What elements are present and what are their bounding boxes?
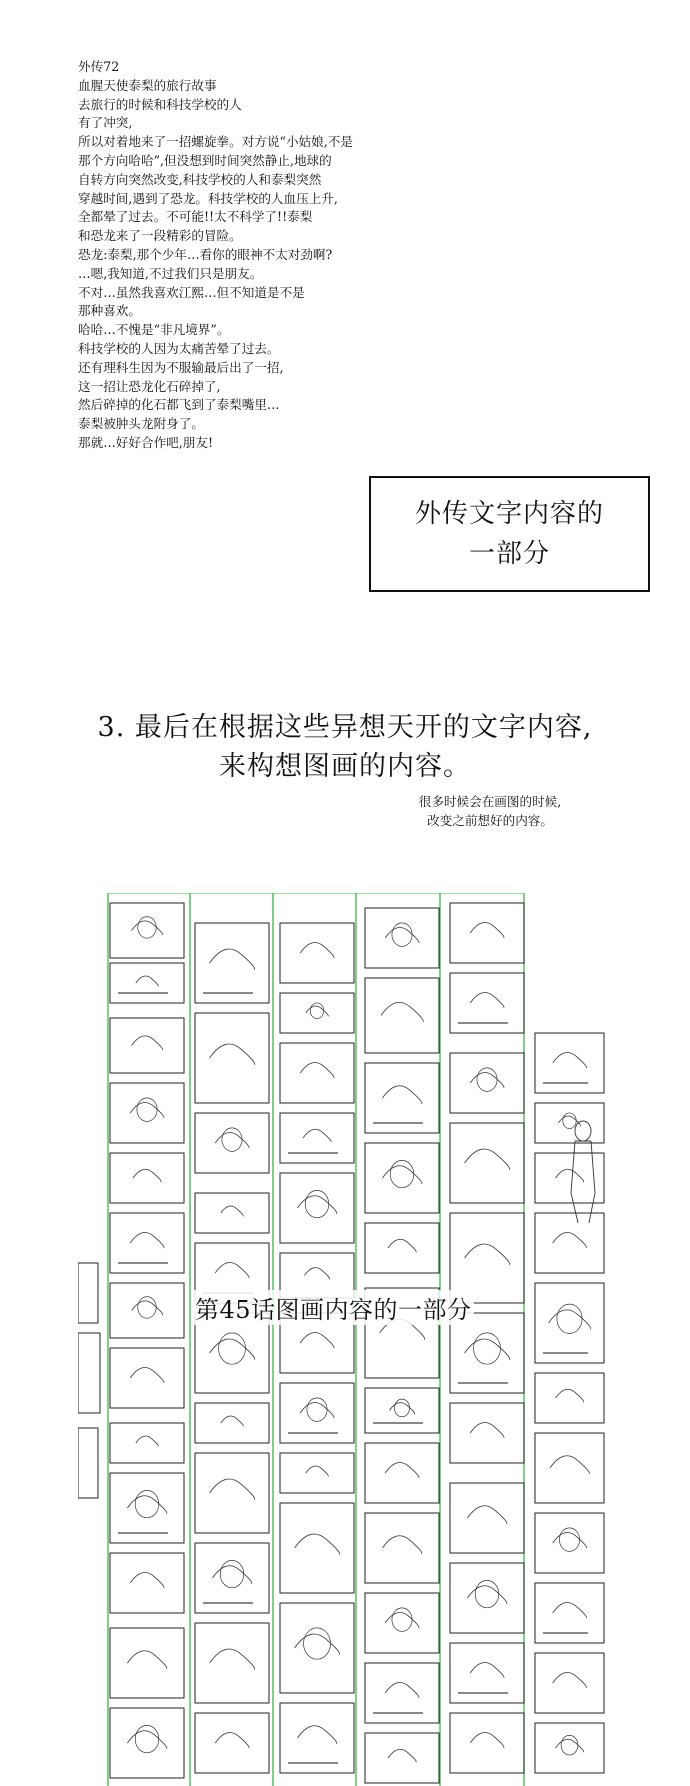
panel-sketch xyxy=(300,1063,334,1079)
storyboard-panel xyxy=(110,1553,184,1613)
panel-sketch-head xyxy=(138,917,156,939)
storyboard-panel xyxy=(365,1443,439,1503)
panel-sketch xyxy=(470,1423,504,1439)
panel-sketch xyxy=(465,1244,510,1265)
storyboard-panel xyxy=(365,978,439,1053)
story-line: 还有理科生因为不服输最后出了一招, xyxy=(78,359,284,375)
panel-sketch xyxy=(467,1506,506,1524)
storyboard-caption: 第45话图画内容的一部分 xyxy=(193,1290,474,1325)
panel-sketch xyxy=(382,1086,421,1104)
story-line: 自转方向突然改变,科技学校的人和泰梨突然 xyxy=(78,171,322,187)
panel-sketch xyxy=(470,1073,504,1089)
panel-sketch xyxy=(136,976,159,986)
panel-sketch xyxy=(382,1166,421,1184)
panel-sketch-head xyxy=(475,1580,499,1607)
callout-line: 一部分 xyxy=(468,539,550,569)
storyboard-panel xyxy=(195,923,269,1003)
storyboard-panel xyxy=(280,993,354,1033)
panel-sketch-head xyxy=(305,1190,329,1217)
panel-sketch-head xyxy=(135,1490,159,1517)
storyboard-svg xyxy=(78,893,608,1786)
storyboard-panel xyxy=(365,908,439,968)
panel-sketch xyxy=(553,1673,587,1689)
storyboard-panel xyxy=(78,1333,100,1413)
panel-sketch xyxy=(556,1169,584,1182)
panel-sketch xyxy=(132,1036,163,1050)
panel-sketch xyxy=(303,1129,331,1142)
storyboard-sketch xyxy=(78,893,608,1786)
story-line: 所以对着地来了一招螺旋拳。对方说“小姑娘,不是 xyxy=(78,134,353,150)
panel-sketch xyxy=(470,993,504,1009)
panel-sketch xyxy=(210,949,255,970)
story-line: 科技学校的人因为太痛苦晕了过去。 xyxy=(78,340,280,356)
storyboard-panel xyxy=(195,1193,269,1233)
panel-sketch xyxy=(297,1726,336,1744)
panel-sketch xyxy=(295,1634,340,1655)
note-line: 很多时候会在画图的时候, xyxy=(418,794,562,809)
story-line: 不对…虽然我喜欢江熙…但不知道是不是 xyxy=(78,284,305,300)
panel-sketch xyxy=(556,1739,584,1752)
storyboard-panel xyxy=(280,1043,354,1103)
panel-sketch xyxy=(300,1333,334,1349)
storyboard-panel xyxy=(110,1628,184,1698)
story-line: 去旅行的时候和科技学校的人 xyxy=(78,96,242,112)
storyboard-panel xyxy=(365,1593,439,1653)
panel-sketch xyxy=(385,1613,419,1629)
story-line: 穿越时间,遇到了恐龙。科技学校的人血压上升, xyxy=(78,190,338,206)
storyboard-panel xyxy=(535,1653,604,1713)
storyboard-panel xyxy=(110,1083,184,1143)
panel-sketch-head xyxy=(222,1128,242,1152)
storyboard-panel xyxy=(535,1213,604,1273)
panel-sketch-head xyxy=(219,1333,246,1364)
storyboard-panel xyxy=(78,1428,98,1498)
panel-sketch xyxy=(210,1339,255,1360)
step3-heading-line2: 来构想图画的内容。 xyxy=(219,751,471,782)
storyboard-panel xyxy=(195,1313,269,1393)
panel-sketch xyxy=(550,1456,589,1474)
panel-sketch xyxy=(382,1536,421,1554)
storyboard-panel xyxy=(535,1283,604,1363)
panel-sketch xyxy=(388,1749,416,1762)
panel-sketch xyxy=(210,1649,255,1670)
panel-sketch xyxy=(127,1651,166,1669)
panel-sketch xyxy=(465,1339,510,1360)
panel-sketch xyxy=(556,1389,584,1402)
story-line: 泰梨被肿头龙附身了。 xyxy=(78,416,204,432)
panel-sketch xyxy=(389,1403,414,1415)
panel-sketch xyxy=(385,1463,419,1479)
story-line: …嗯,我知道,不过我们只是朋友。 xyxy=(78,265,263,281)
storyboard-panel xyxy=(280,923,354,983)
storyboard-panel xyxy=(450,903,524,963)
storyboard-panel xyxy=(195,1113,269,1173)
panel-sketch-head xyxy=(394,1399,409,1417)
panel-sketch xyxy=(385,1683,419,1699)
panel-sketch xyxy=(300,1403,334,1419)
panel-sketch-head xyxy=(390,1160,414,1187)
panel-sketch-head xyxy=(135,1725,159,1752)
panel-sketch-head xyxy=(392,1608,412,1632)
storyboard-panel xyxy=(280,1173,354,1243)
note-line: 改变之前想好的内容。 xyxy=(427,813,553,828)
sketch-figure-head xyxy=(575,1121,591,1141)
panel-sketch xyxy=(470,923,504,939)
storyboard-panel xyxy=(195,1403,269,1443)
panel-sketch xyxy=(470,1663,504,1679)
panel-sketch xyxy=(385,928,419,944)
storyboard-panel xyxy=(365,1388,439,1433)
storyboard-panel xyxy=(535,1373,604,1423)
storyboard-panel xyxy=(280,1503,354,1593)
panel-sketch-head xyxy=(137,1098,157,1122)
storyboard-panel xyxy=(280,1113,354,1163)
storyboard-panel xyxy=(280,1603,354,1693)
storyboard-panel xyxy=(110,1018,184,1073)
storyboard-panel xyxy=(110,963,184,1003)
panel-sketch-head xyxy=(559,1528,579,1552)
storyboard-panel xyxy=(450,1563,524,1633)
panel-sketch xyxy=(381,1002,423,1021)
storyboard-panel xyxy=(450,1713,524,1773)
storyboard-panel xyxy=(365,1223,439,1273)
panel-sketch xyxy=(215,1133,249,1149)
panel-sketch xyxy=(465,1149,510,1170)
storyboard-panel xyxy=(535,1433,604,1503)
callout-line: 外传文字内容的 xyxy=(414,499,604,529)
story-line: 哈哈…不愧是“非凡境界”。 xyxy=(78,322,230,338)
storyboard-panel xyxy=(535,1103,604,1143)
panel-sketch xyxy=(210,1044,255,1065)
panel-sketch-head xyxy=(304,1628,331,1659)
story-line: 然后碎掉的化石都飞到了泰梨嘴里… xyxy=(78,397,280,413)
story-line: 这一招让恐龙化石碎掉了, xyxy=(78,378,221,394)
panel-sketch xyxy=(215,1733,249,1749)
panel-sketch xyxy=(295,1534,340,1555)
panel-sketch xyxy=(210,1479,255,1500)
story-line: 有了冲突, xyxy=(78,115,133,131)
storyboard-panel xyxy=(78,1263,98,1323)
storyboard-panel xyxy=(195,1713,269,1773)
storyboard-panel xyxy=(110,1423,184,1463)
panel-sketch-head xyxy=(138,1297,156,1319)
panel-sketch xyxy=(553,1533,587,1549)
storyboard-panel xyxy=(450,1053,524,1113)
storyboard-panel xyxy=(535,1513,604,1573)
storyboard-panel xyxy=(450,1483,524,1553)
storyboard-panel xyxy=(450,1403,524,1463)
storyboard-panel xyxy=(195,1453,269,1533)
storyboard-panel xyxy=(110,1283,184,1338)
story-text-block xyxy=(78,58,353,453)
panel-sketch-head xyxy=(477,1068,497,1092)
story-line: 那就…好好合作吧,朋友! xyxy=(78,434,214,450)
story-line: 全都晕了过去。不可能!!太不科学了!!泰梨 xyxy=(78,209,313,225)
panel-sketch-head xyxy=(310,1003,323,1019)
panel-sketch xyxy=(306,1006,329,1016)
panel-sketch xyxy=(133,1169,161,1182)
panel-sketch xyxy=(130,1573,164,1589)
storyboard-panel xyxy=(195,1013,269,1103)
panel-sketch xyxy=(306,1466,329,1476)
panel-sketch xyxy=(549,1310,591,1329)
panel-sketch xyxy=(221,1416,244,1426)
storyboard-panel xyxy=(450,1123,524,1203)
panel-sketch xyxy=(132,1301,163,1315)
panel-sketch xyxy=(130,1368,164,1384)
storyboard-panel xyxy=(110,903,184,958)
panel-sketch xyxy=(130,1233,164,1249)
step3-heading-line1: 3. 最后在根据这些异想天开的文字内容, xyxy=(97,712,593,743)
storyboard-panel xyxy=(110,1708,184,1778)
storyboard-panel xyxy=(195,1623,269,1703)
panel-sketch xyxy=(127,1731,166,1749)
panel-sketch xyxy=(304,1268,329,1280)
panel-sketch xyxy=(136,1436,159,1446)
panel-sketch xyxy=(215,1263,249,1279)
story-line: 恐龙:泰梨,那个少年…看你的眼神不太对劲啊? xyxy=(78,246,333,262)
story-line: 那种喜欢。 xyxy=(78,303,141,319)
story-line: 和恐龙来了一段精彩的冒险。 xyxy=(78,228,242,244)
storyboard-panel xyxy=(365,1733,439,1783)
storyboard-panel xyxy=(365,1513,439,1583)
storyboard-panel xyxy=(365,1143,439,1213)
panel-sketch-head xyxy=(563,1113,576,1129)
panel-sketch xyxy=(132,921,163,935)
panel-sketch-head xyxy=(561,1735,578,1755)
panel-sketch xyxy=(297,1196,336,1214)
panel-sketch xyxy=(470,1733,504,1749)
panel-sketch xyxy=(300,943,334,959)
panel-sketch xyxy=(212,1566,251,1584)
storyboard-panel xyxy=(450,1313,524,1393)
panel-sketch xyxy=(558,1116,581,1126)
story-line: 那个方向哈哈”,但没想到时间突然静止,地球的 xyxy=(78,152,332,168)
storyboard-panel xyxy=(110,1348,184,1408)
storyboard-panel xyxy=(280,1453,354,1493)
story-line: 血腥天使泰梨的旅行故事 xyxy=(78,77,217,93)
panel-sketch xyxy=(553,1603,587,1619)
panel-sketch xyxy=(388,1239,416,1252)
panel-sketch xyxy=(130,1103,164,1119)
panel-sketch-head xyxy=(307,1398,327,1422)
storyboard-panel xyxy=(535,1723,604,1773)
panel-sketch-head xyxy=(557,1304,582,1333)
panel-sketch-head xyxy=(220,1560,244,1587)
panel-sketch xyxy=(127,1496,166,1514)
story-line: 外传72 xyxy=(78,59,120,74)
panel-sketch-head xyxy=(474,1333,501,1364)
panel-sketch xyxy=(221,1206,244,1216)
panel-sketch-head xyxy=(392,923,412,947)
storyboard-panel xyxy=(110,1153,184,1203)
panel-sketch xyxy=(553,1233,587,1249)
panel-sketch xyxy=(467,1586,506,1604)
panel-sketch xyxy=(553,1053,587,1069)
callout-box xyxy=(369,476,650,592)
